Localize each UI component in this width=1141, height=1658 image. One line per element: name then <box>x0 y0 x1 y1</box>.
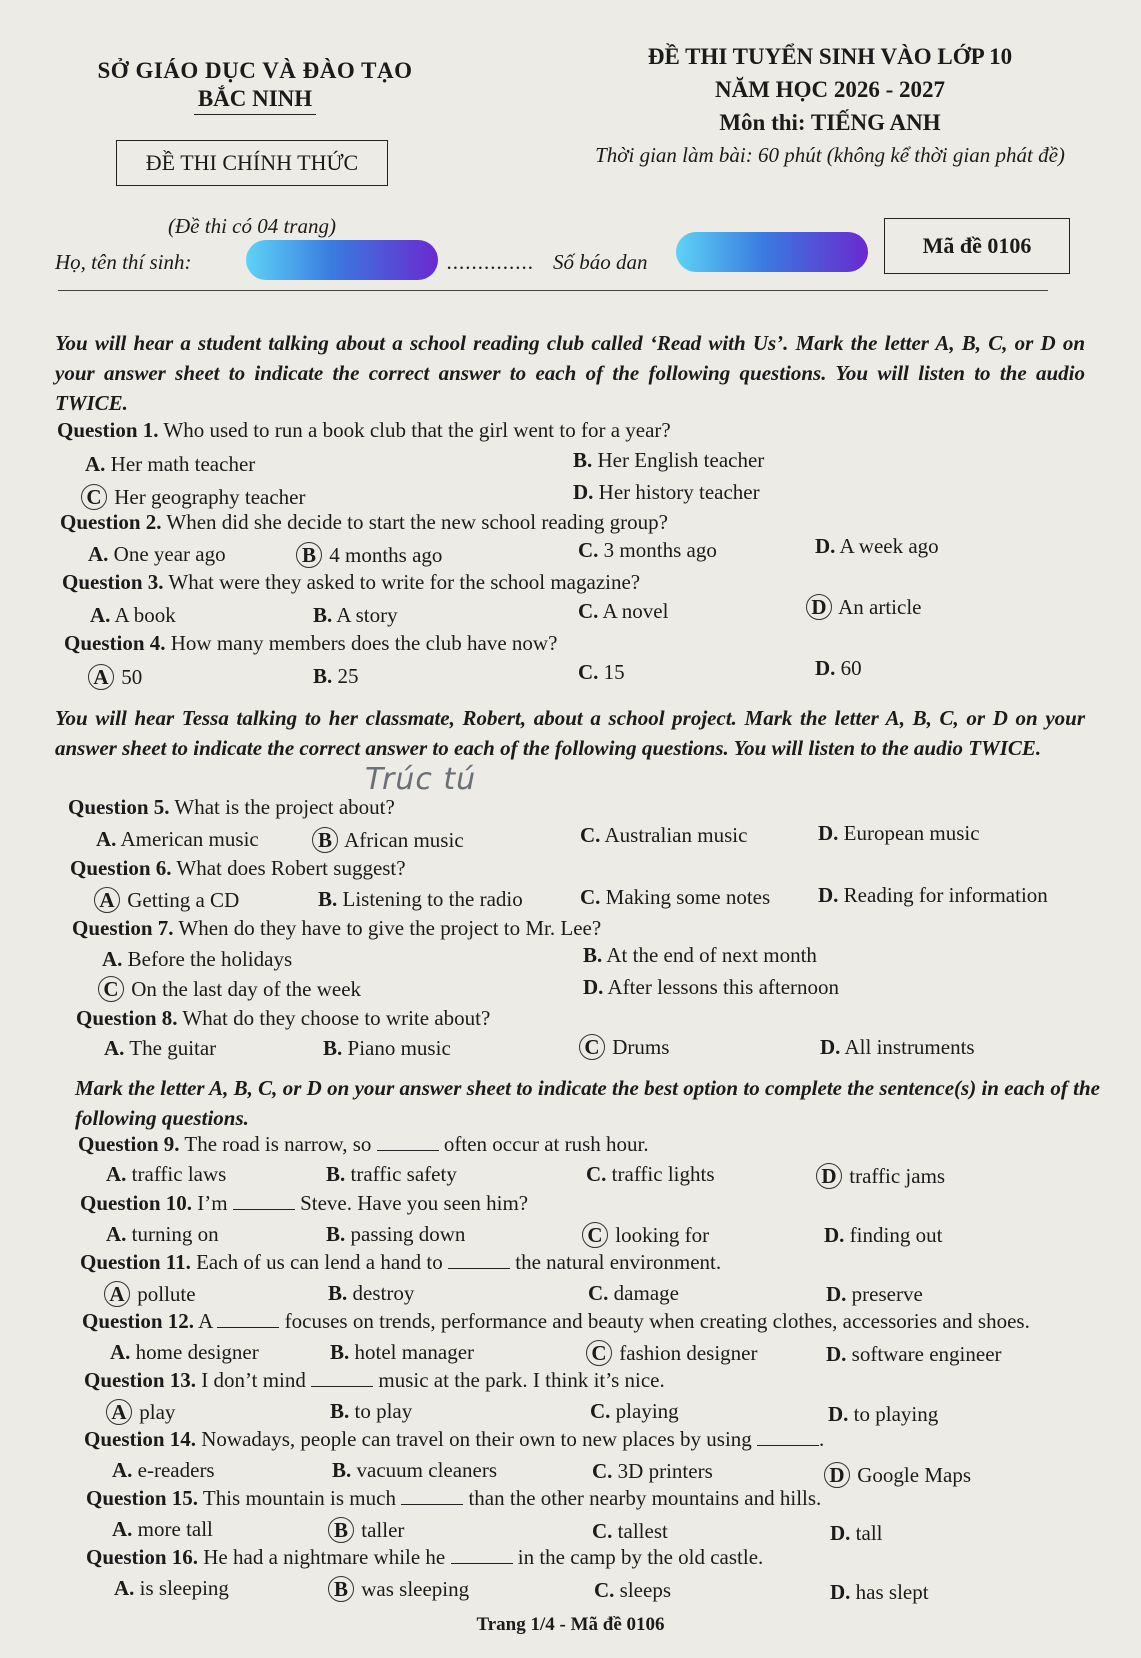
option-d <box>818 883 1048 908</box>
option-a <box>110 1399 175 1425</box>
option-d <box>810 594 921 620</box>
option-text: Her history teacher <box>598 480 760 504</box>
question-text-after-blank: the natural environment. <box>515 1250 722 1274</box>
circled-option-letter: A <box>104 1281 130 1307</box>
option-letter: B. <box>326 1162 346 1186</box>
option-text: Piano music <box>347 1036 451 1060</box>
circled-option-letter: C <box>81 484 107 510</box>
candidate-name-dots: .............. <box>447 250 535 274</box>
question-text-after-blank: Steve. Have you seen him? <box>300 1191 529 1215</box>
answer-blank <box>448 1267 510 1269</box>
option-text: e-readers <box>137 1458 215 1482</box>
school-year: NĂM HỌC 2026 - 2027 <box>715 77 945 102</box>
option-a <box>92 664 142 690</box>
option-d <box>826 1342 1002 1367</box>
question-text: This mountain is much <box>202 1486 396 1510</box>
option-b <box>326 1162 457 1187</box>
page-footer: Trang 1/4 - Mã đề 0106 <box>476 1614 665 1635</box>
question-number: Question 8. <box>76 1006 178 1030</box>
option-b <box>583 943 817 968</box>
option-text: is sleeping <box>139 1576 229 1600</box>
question-text: The road is narrow, so <box>184 1132 372 1156</box>
option-a <box>110 1340 259 1365</box>
option-text: preserve <box>851 1282 923 1306</box>
option-letter: C. <box>578 660 599 684</box>
option-c <box>592 1459 713 1484</box>
option-text: finding out <box>849 1223 943 1247</box>
option-a <box>90 603 176 628</box>
option-letter: B. <box>330 1340 350 1364</box>
option-letter: A. <box>85 452 106 476</box>
question-text: I’m <box>197 1191 228 1215</box>
option-letter: C. <box>578 599 599 623</box>
option-text: traffic jams <box>849 1164 946 1188</box>
option-d <box>826 1282 923 1307</box>
option-a <box>106 1222 219 1247</box>
option-text: software engineer <box>851 1342 1002 1366</box>
option-text: tallest <box>617 1519 668 1543</box>
question-text-after-blank: music at the park. I think it’s nice. <box>378 1368 665 1392</box>
option-c <box>586 1222 709 1248</box>
question-text-after-blank: often occur at rush hour. <box>443 1132 649 1156</box>
circled-option-letter: B <box>296 542 322 568</box>
option-b <box>316 827 464 853</box>
answer-blank <box>311 1385 373 1387</box>
circled-option-letter: C <box>579 1034 605 1060</box>
question-1 <box>57 418 671 443</box>
question-number: Question 6. <box>70 856 172 880</box>
question-text-after-blank: . <box>819 1427 825 1451</box>
question-4 <box>64 631 557 656</box>
option-text: 50 <box>121 665 143 689</box>
question-text: What do they choose to write about? <box>182 1006 491 1030</box>
option-letter: D. <box>828 1402 849 1426</box>
option-text: damage <box>613 1281 679 1305</box>
option-letter: B. <box>328 1281 348 1305</box>
official-exam-label: ĐỀ THI CHÍNH THỨC <box>116 140 388 186</box>
question-15 <box>86 1486 821 1511</box>
option-text: On the last day of the week <box>131 977 362 1001</box>
question-number: Question 16. <box>86 1545 199 1569</box>
option-text: A novel <box>602 599 669 623</box>
option-text: After lessons this afternoon <box>607 975 840 999</box>
circled-option-letter: D <box>806 594 832 620</box>
question-number: Question 12. <box>82 1309 195 1333</box>
option-c <box>586 1162 715 1187</box>
option-text: more tall <box>137 1517 213 1541</box>
circled-option-letter: C <box>582 1222 608 1248</box>
option-text: play <box>139 1400 176 1424</box>
question-number: Question 11. <box>80 1250 191 1274</box>
option-letter: D. <box>826 1342 847 1366</box>
option-letter: D. <box>824 1223 845 1247</box>
option-text: Drums <box>612 1035 670 1059</box>
option-text: Her English teacher <box>597 448 765 472</box>
option-letter: C. <box>590 1399 611 1423</box>
option-text: Reading for information <box>843 883 1048 907</box>
question-8 <box>76 1006 490 1031</box>
option-text: to play <box>354 1399 413 1423</box>
option-letter: D. <box>815 656 836 680</box>
option-c <box>590 1340 757 1366</box>
candidate-name-label: Họ, tên thí sinh: <box>55 250 192 274</box>
option-c <box>590 1399 679 1424</box>
header-right <box>540 40 1120 172</box>
option-letter: A. <box>114 1576 135 1600</box>
option-text: playing <box>615 1399 679 1423</box>
question-16 <box>86 1545 763 1570</box>
option-text: has slept <box>855 1580 929 1604</box>
pages-note: (Đề thi có 04 trang) <box>168 214 336 238</box>
option-letter: A. <box>102 947 123 971</box>
option-c <box>588 1281 679 1306</box>
option-b <box>300 542 442 568</box>
option-text: American music <box>120 827 259 851</box>
option-letter: C. <box>580 823 601 847</box>
option-a <box>108 1281 196 1307</box>
option-a <box>85 452 255 477</box>
option-letter: D. <box>820 1035 841 1059</box>
answer-blank <box>377 1149 439 1151</box>
option-letter: C. <box>588 1281 609 1305</box>
circled-option-letter: B <box>328 1576 354 1602</box>
option-letter: A. <box>106 1162 127 1186</box>
option-a <box>112 1458 215 1483</box>
option-a <box>106 1162 226 1187</box>
header-divider <box>58 290 1048 291</box>
question-text-after-blank: in the camp by the old castle. <box>517 1545 764 1569</box>
option-text: 25 <box>337 664 359 688</box>
option-letter: C. <box>592 1459 613 1483</box>
option-d <box>830 1580 929 1605</box>
option-a <box>88 542 226 567</box>
option-d <box>573 480 760 505</box>
option-letter: A. <box>90 603 111 627</box>
option-letter: B. <box>332 1458 352 1482</box>
question-2 <box>60 510 668 535</box>
option-text: Listening to the radio <box>342 887 523 911</box>
option-text: European music <box>843 821 980 845</box>
question-3 <box>62 570 640 595</box>
option-text: looking for <box>615 1223 710 1247</box>
option-text: Getting a CD <box>127 888 240 912</box>
option-text: Her geography teacher <box>114 485 306 509</box>
option-b <box>313 603 398 628</box>
option-text: Making some notes <box>605 885 771 909</box>
option-c <box>578 599 668 624</box>
option-text: Before the holidays <box>127 947 293 971</box>
option-letter: C. <box>580 885 601 909</box>
option-letter: C. <box>594 1578 615 1602</box>
option-text: The guitar <box>129 1036 217 1060</box>
option-b <box>573 448 764 473</box>
option-b <box>318 887 523 912</box>
question-number: Question 14. <box>84 1427 197 1451</box>
question-9 <box>78 1132 649 1157</box>
option-text: Australian music <box>604 823 748 847</box>
option-c <box>583 1034 669 1060</box>
option-c <box>578 538 717 563</box>
question-text: When did she decide to start the new school reading group? <box>166 510 668 534</box>
option-text: traffic lights <box>611 1162 715 1186</box>
option-letter: A. <box>112 1517 133 1541</box>
option-c <box>580 885 770 910</box>
option-d <box>828 1462 971 1488</box>
option-c <box>594 1578 671 1603</box>
question-5 <box>68 795 395 820</box>
option-c <box>85 484 305 510</box>
option-c <box>102 976 361 1002</box>
option-a <box>114 1576 229 1601</box>
question-text: Nowadays, people can travel on their own to new places by using <box>201 1427 752 1451</box>
option-text: An article <box>838 595 922 619</box>
option-letter: B. <box>323 1036 343 1060</box>
question-12 <box>82 1309 1030 1334</box>
circled-option-letter: A <box>88 664 114 690</box>
question-number: Question 10. <box>80 1191 193 1215</box>
answer-blank <box>217 1326 279 1328</box>
listening-instructions-1: You will hear a student talking about a school reading club called ‘Read with Us’. Mark the letter A, B, C, or D on your answer sheet to indicate the correct answer to each of the following questions. You will listen to the audio TWICE. <box>55 331 1085 415</box>
question-text: I don’t mind <box>201 1368 306 1392</box>
question-6 <box>70 856 406 881</box>
option-letter: B. <box>313 603 333 627</box>
circled-option-letter: C <box>98 976 124 1002</box>
option-letter: D. <box>583 975 604 999</box>
option-text: All instruments <box>844 1035 975 1059</box>
option-b <box>323 1036 451 1061</box>
option-a <box>112 1517 213 1542</box>
option-letter: A. <box>110 1340 131 1364</box>
option-a <box>98 887 239 913</box>
circled-option-letter: A <box>94 887 120 913</box>
option-text: 15 <box>603 660 625 684</box>
option-letter: B. <box>326 1222 346 1246</box>
option-text: tall <box>855 1521 883 1545</box>
question-text-after-blank: than the other nearby mountains and hills. <box>468 1486 822 1510</box>
question-text: Each of us can lend a hand to <box>196 1250 443 1274</box>
option-text: A book <box>114 603 176 627</box>
option-d <box>824 1223 942 1248</box>
option-b <box>313 664 359 689</box>
option-text: traffic laws <box>131 1162 227 1186</box>
grammar-instructions: Mark the letter A, B, C, or D on your answer sheet to indicate the best option to complete the sentence(s) in each of the following questions. <box>75 1076 1100 1130</box>
option-b <box>332 1458 497 1483</box>
option-letter: C. <box>578 538 599 562</box>
option-text: turning on <box>131 1222 219 1246</box>
option-letter: A. <box>104 1036 125 1060</box>
option-text: Google Maps <box>857 1463 971 1487</box>
option-d <box>820 1163 945 1189</box>
subject: Môn thi: TIẾNG ANH <box>719 110 941 135</box>
option-d <box>583 975 839 1000</box>
option-b <box>330 1399 412 1424</box>
option-text: passing down <box>350 1222 466 1246</box>
option-letter: D. <box>818 883 839 907</box>
question-10 <box>80 1191 528 1216</box>
question-text: Who used to run a book club that the girl went to for a year? <box>163 418 671 442</box>
option-text: 60 <box>840 656 862 680</box>
question-text: What does Robert suggest? <box>176 856 406 880</box>
question-number: Question 2. <box>60 510 162 534</box>
circled-option-letter: D <box>824 1462 850 1488</box>
option-letter: A. <box>112 1458 133 1482</box>
option-b <box>330 1340 474 1365</box>
question-text: He had a nightmare while he <box>203 1545 446 1569</box>
option-text: destroy <box>352 1281 415 1305</box>
circled-option-letter: D <box>816 1163 842 1189</box>
option-text: to playing <box>853 1402 939 1426</box>
question-text: What were they asked to write for the school magazine? <box>168 570 641 594</box>
option-text: fashion designer <box>619 1341 758 1365</box>
option-text: At the end of next month <box>606 943 817 967</box>
option-a <box>104 1036 216 1061</box>
option-text: African music <box>344 828 464 852</box>
question-text: What is the project about? <box>174 795 395 819</box>
option-letter: A. <box>88 542 109 566</box>
option-text: traffic safety <box>350 1162 457 1186</box>
option-text: 3 months ago <box>603 538 717 562</box>
option-b <box>332 1576 469 1602</box>
option-letter: A. <box>96 827 117 851</box>
option-letter: B. <box>573 448 593 472</box>
listening-instructions-2: You will hear Tessa talking to her classmate, Robert, about a school project. Mark the letter A, B, C, or D on your answer sheet to indicate the correct answer to each of the following questions. You will listen to the audio TWICE. <box>55 706 1085 760</box>
option-b <box>332 1517 404 1543</box>
question-13 <box>84 1368 665 1393</box>
option-letter: C. <box>586 1162 607 1186</box>
option-d <box>820 1035 975 1060</box>
option-d <box>815 656 862 681</box>
redaction-name <box>246 240 438 280</box>
duration: Thời gian làm bài: 60 phút (không kể thời gian phát đề) <box>595 143 1065 167</box>
exam-code: Mã đề 0106 <box>884 218 1070 274</box>
question-number: Question 13. <box>84 1368 197 1392</box>
option-letter: D. <box>830 1580 851 1604</box>
option-text: A story <box>336 603 398 627</box>
question-number: Question 5. <box>68 795 170 819</box>
option-letter: B. <box>330 1399 350 1423</box>
option-letter: D. <box>573 480 594 504</box>
handwritten-note: Trúc tú <box>365 762 477 797</box>
circled-option-letter: B <box>312 827 338 853</box>
question-number: Question 1. <box>57 418 159 442</box>
option-letter: D. <box>826 1282 847 1306</box>
answer-blank <box>233 1208 295 1210</box>
option-letter: D. <box>815 534 836 558</box>
option-letter: D. <box>818 821 839 845</box>
question-text: When do they have to give the project to Mr. Lee? <box>178 916 602 940</box>
option-d <box>815 534 939 559</box>
option-text: 4 months ago <box>329 543 443 567</box>
option-text: vacuum cleaners <box>356 1458 498 1482</box>
option-letter: B. <box>583 943 603 967</box>
option-letter: A. <box>106 1222 127 1246</box>
question-text: How many members does the club have now? <box>170 631 558 655</box>
option-letter: B. <box>318 887 338 911</box>
question-number: Question 7. <box>72 916 174 940</box>
option-a <box>96 827 259 852</box>
option-text: pollute <box>137 1282 196 1306</box>
header-left <box>60 58 450 115</box>
question-text: A <box>198 1309 213 1333</box>
option-text: A week ago <box>839 534 939 558</box>
option-d <box>828 1402 938 1427</box>
redaction-id <box>676 232 868 272</box>
circled-option-letter: B <box>328 1517 354 1543</box>
question-number: Question 4. <box>64 631 166 655</box>
answer-blank <box>451 1562 513 1564</box>
option-d <box>830 1521 883 1546</box>
option-c <box>578 660 625 685</box>
circled-option-letter: C <box>586 1340 612 1366</box>
option-text: sleeps <box>619 1578 671 1602</box>
option-c <box>592 1519 668 1544</box>
exam-title: ĐỀ THI TUYỂN SINH VÀO LỚP 10 <box>647 44 1013 69</box>
option-b <box>326 1222 465 1247</box>
question-number: Question 9. <box>78 1132 180 1156</box>
candidate-id-label: Số báo dan <box>553 250 648 274</box>
option-letter: B. <box>313 664 333 688</box>
answer-blank <box>401 1503 463 1505</box>
option-d <box>818 821 980 846</box>
option-text: Her math teacher <box>110 452 256 476</box>
question-number: Question 3. <box>62 570 164 594</box>
province: BẮC NINH <box>194 86 316 115</box>
question-14 <box>84 1427 824 1452</box>
question-11 <box>80 1250 721 1275</box>
option-text: One year ago <box>113 542 226 566</box>
option-text: was sleeping <box>361 1577 470 1601</box>
answer-blank <box>757 1444 819 1446</box>
option-text: 3D printers <box>617 1459 713 1483</box>
option-a <box>102 947 292 972</box>
question-number: Question 15. <box>86 1486 199 1510</box>
option-b <box>328 1281 414 1306</box>
circled-option-letter: A <box>106 1399 132 1425</box>
question-7 <box>72 916 601 941</box>
option-letter: C. <box>592 1519 613 1543</box>
question-text-after-blank: focuses on trends, performance and beauty when creating clothes, accessories and shoes. <box>284 1309 1030 1333</box>
option-c <box>580 823 747 848</box>
option-letter: D. <box>830 1521 851 1545</box>
option-text: taller <box>361 1518 405 1542</box>
option-text: hotel manager <box>354 1340 475 1364</box>
option-text: home designer <box>135 1340 259 1364</box>
department: SỞ GIÁO DỤC VÀ ĐÀO TẠO <box>97 58 413 83</box>
